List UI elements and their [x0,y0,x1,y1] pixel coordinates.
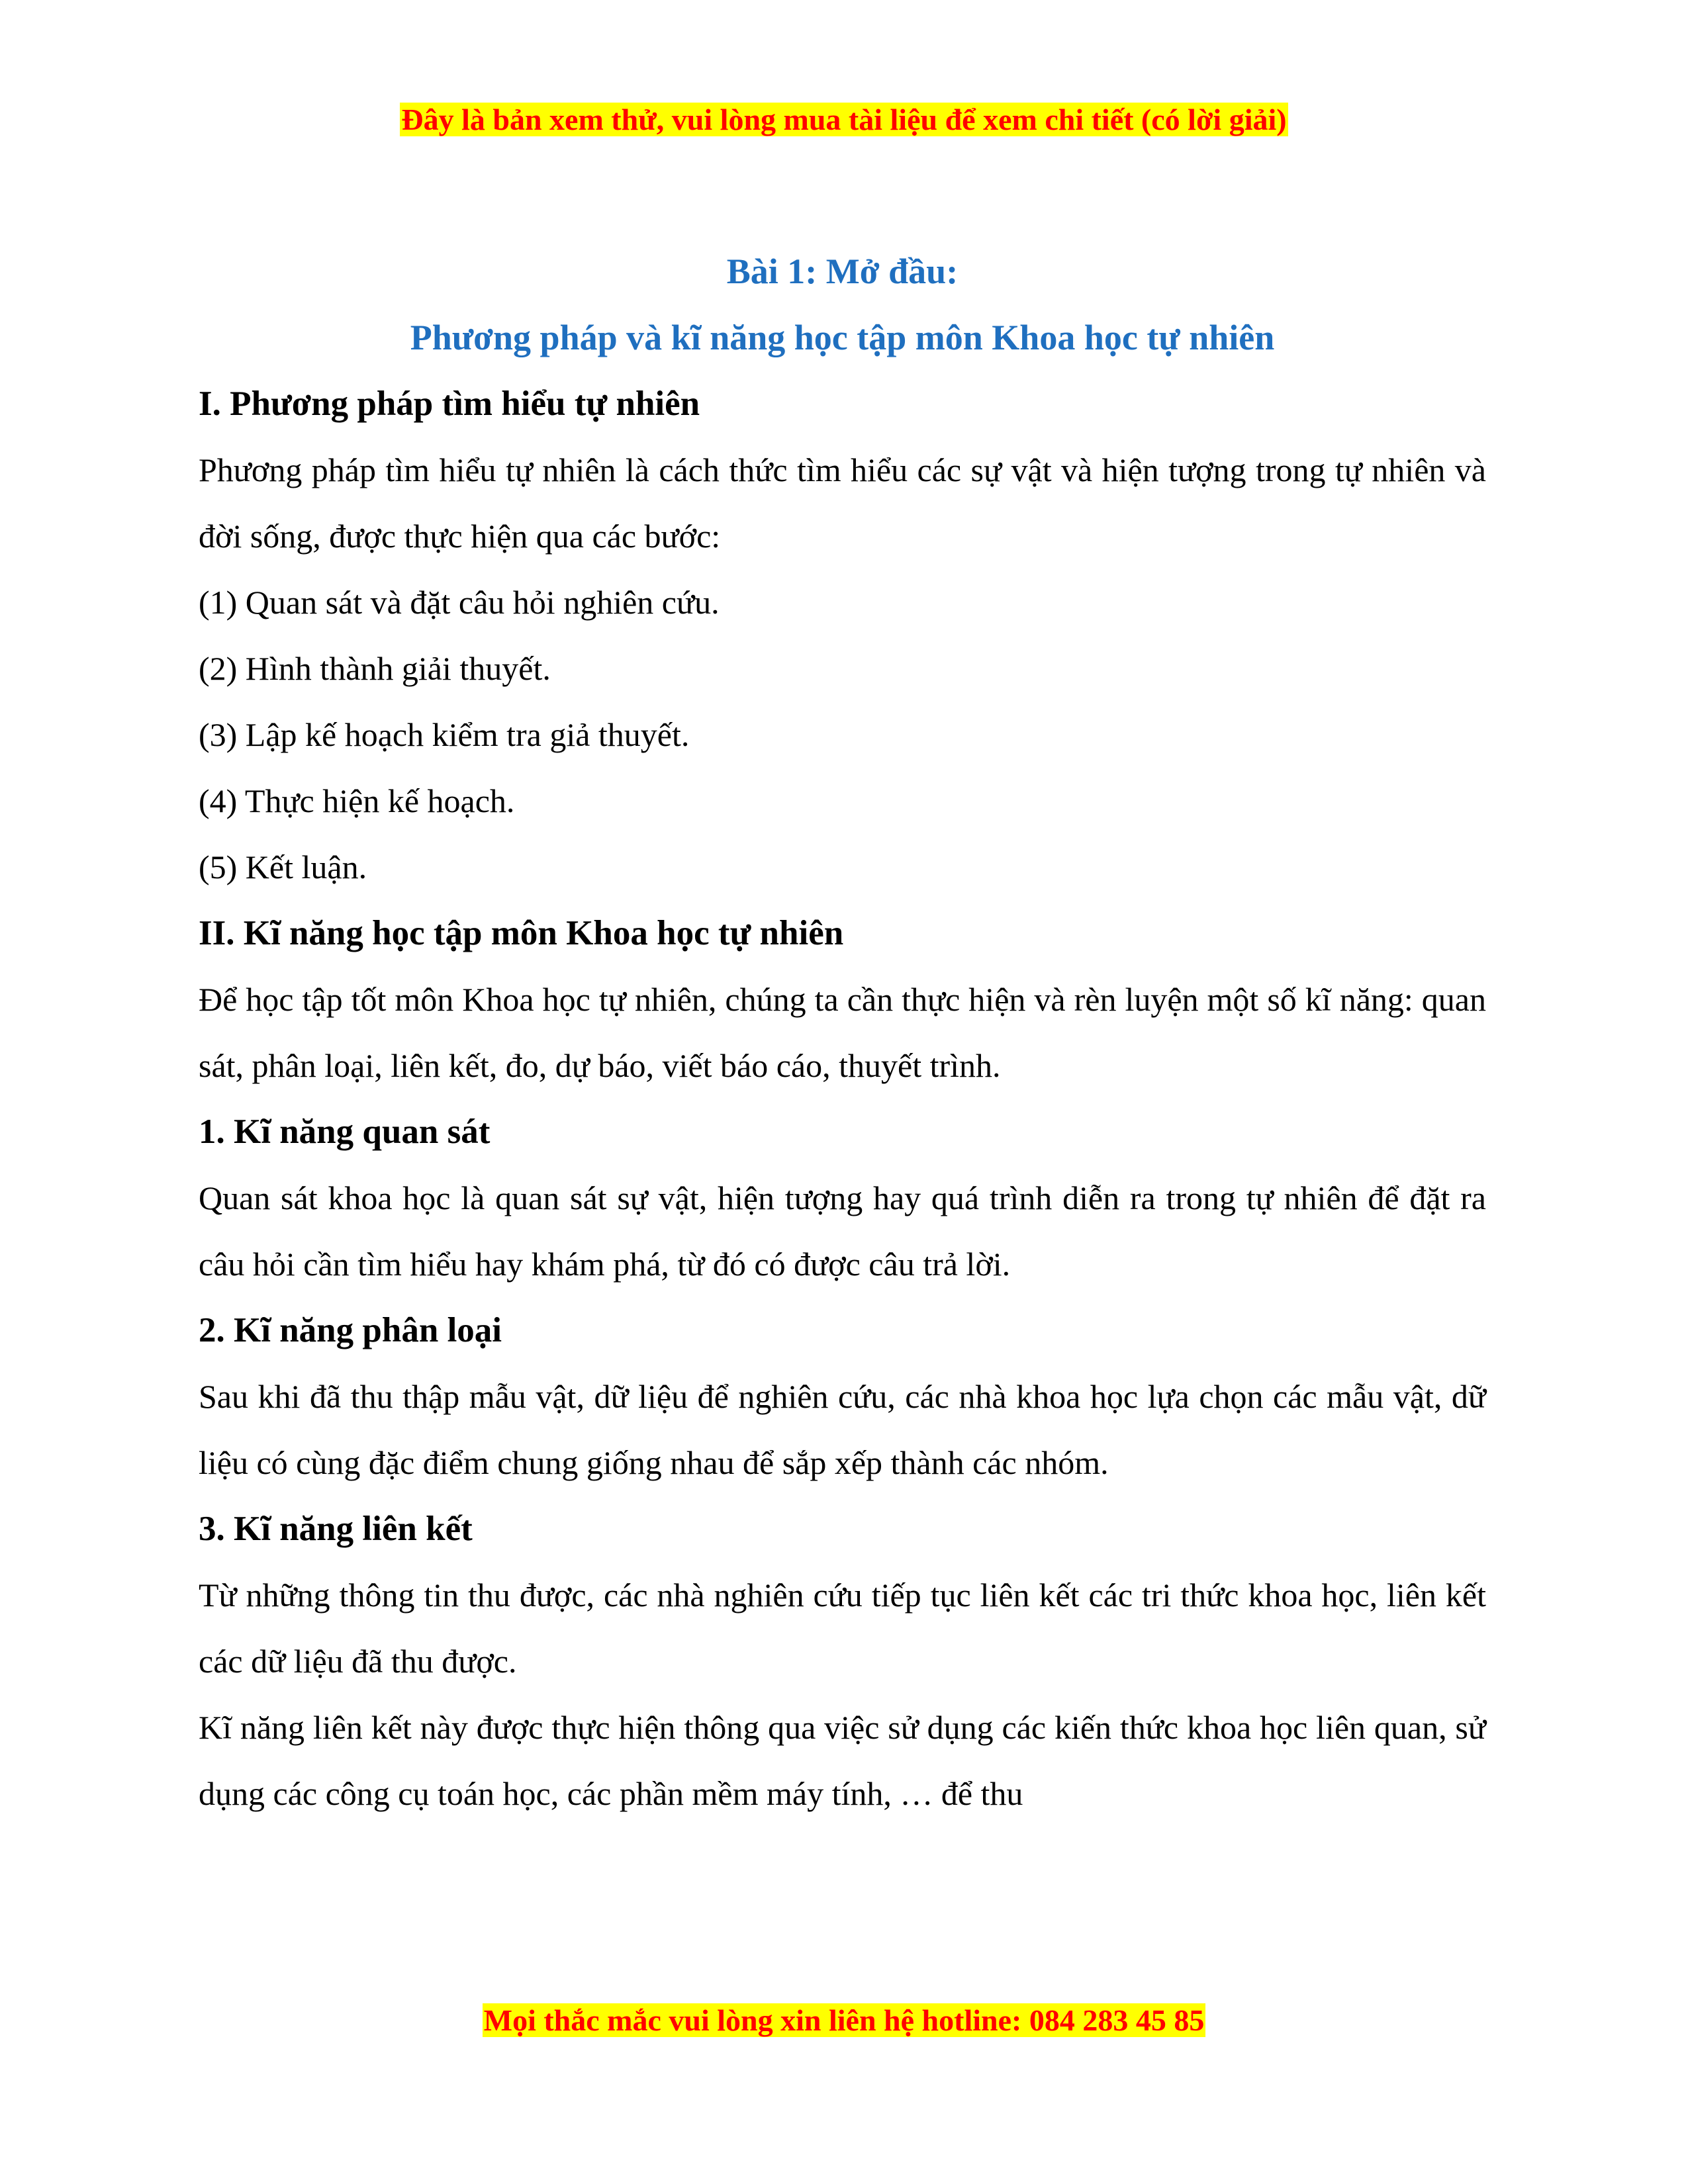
skill-heading-observation: 1. Kĩ năng quan sát [199,1113,491,1151]
document-body [199,238,1486,1827]
skill-heading-linking: 3. Kĩ năng liên kết [199,1510,473,1548]
skill-heading-classification: 2. Kĩ năng phân loại [199,1311,502,1349]
preview-notice-banner [0,99,1688,140]
step-item-4: (4) Thực hiện kế hoạch. [199,782,515,819]
paragraph-observation: Quan sát khoa học là quan sát sự vật, hiện tượng hay quá trình diễn ra trong tự nhiên để đặt ra câu hỏi cần tìm hiểu hay khám phá, từ đó có được câu trả lời. [199,1179,1486,1283]
paragraph-methods: Phương pháp tìm hiểu tự nhiên là cách thức tìm hiểu các sự vật và hiện tượng trong tự nhiên và đời sống, được thực hiện qua các bước: [199,451,1486,555]
paragraph-linking-2: Kĩ năng liên kết này được thực hiện thông qua việc sử dụng các kiến thức khoa học liên quan, sử dụng các công cụ toán học, các phần mềm máy tính, … để thu [199,1709,1486,1812]
hotline-text: Mọi thắc mắc vui lòng xin liên hệ hotline: 084 283 45 85 [483,2003,1205,2037]
step-item-2: (2) Hình thành giải thuyết. [199,650,551,687]
paragraph-linking-1: Từ những thông tin thu được, các nhà nghiên cứu tiếp tục liên kết các tri thức khoa học, liên kết các dữ liệu đã thu được. [199,1576,1486,1680]
section-heading-methods: I. Phương pháp tìm hiểu tự nhiên [199,385,700,423]
step-item-1: (1) Quan sát và đặt câu hỏi nghiên cứu. [199,584,720,621]
lesson-title: Bài 1: Mở đầu: [726,251,959,291]
section-heading-skills: II. Kĩ năng học tập môn Khoa học tự nhiên [199,914,844,952]
step-item-3: (3) Lập kế hoạch kiểm tra giả thuyết. [199,716,690,753]
preview-notice-text: Đây là bản xem thử, vui lòng mua tài liệu để xem chi tiết (có lời giải) [401,103,1287,136]
hotline-banner [0,2000,1688,2041]
step-item-5: (5) Kết luận. [199,848,367,886]
lesson-subtitle: Phương pháp và kĩ năng học tập môn Khoa học tự nhiên [410,318,1275,357]
paragraph-skills: Để học tập tốt môn Khoa học tự nhiên, chúng ta cần thực hiện và rèn luyện một số kĩ năng: quan sát, phân loại, liên kết, đo, dự báo, viết báo cáo, thuyết trình. [199,981,1486,1084]
paragraph-classification: Sau khi đã thu thập mẫu vật, dữ liệu để nghiên cứu, các nhà khoa học lựa chọn các mẫu vật, dữ liệu có cùng đặc điểm chung giống nhau để sắp xếp thành các nhóm. [199,1378,1486,1481]
